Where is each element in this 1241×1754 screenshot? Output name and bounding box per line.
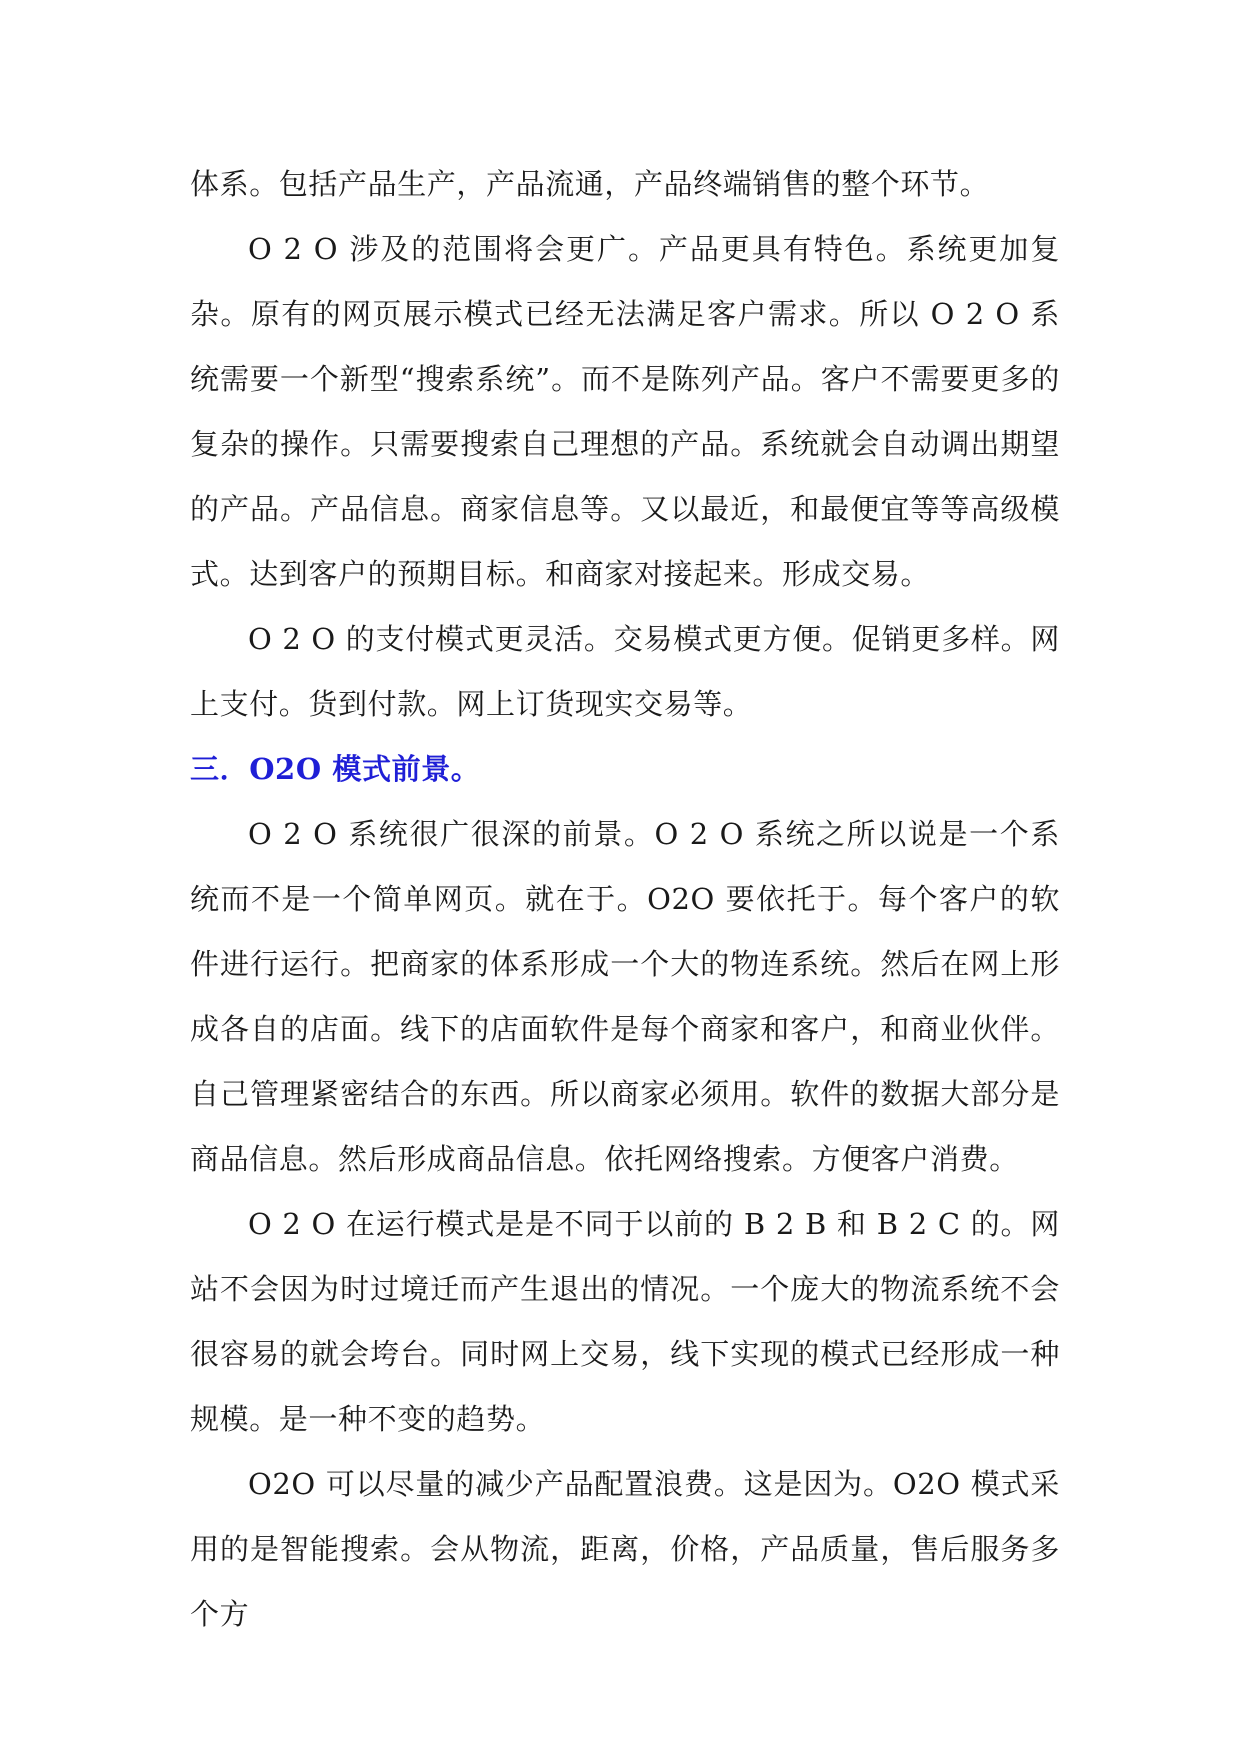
paragraph-o2o-operation-mode: O 2 O 在运行模式是是不同于以前的 B 2 B 和 B 2 C 的。网站不会因为时过境迁而产生退出的情况。一个庞大的物流系统不会很容易的就会垮台。同时网上交易，线下实现的模式已经形成一种规模。是一种不变的趋势。	[190, 1207, 1060, 1436]
section-heading: 三．O2O 模式前景。	[190, 752, 481, 786]
paragraph-continuation: 体系。包括产品生产，产品流通，产品终端销售的整个环节。	[190, 167, 990, 201]
paragraph-o2o-prospect: O 2 O 系统很广很深的前景。O 2 O 系统之所以说是一个系统而不是一个简单网页。就在于。O2O 要依托于。每个客户的软件进行运行。把商家的体系形成一个大的物连系统。然后在网上形成各自的店面。线下的店面软件是每个商家和客户，和商业伙伴。自己管理紧密结合的东西。所以商家必须用。软件的数据大部分是商品信息。然后形成商品信息。依托网络搜索。方便客户消费。	[190, 817, 1060, 1176]
document-body	[190, 152, 1060, 1647]
paragraph-o2o-payment: O 2 O 的支付模式更灵活。交易模式更方便。促销更多样。网上支付。货到付款。网上订货现实交易等。	[190, 622, 1060, 721]
paragraph-o2o-reduce-waste: O2O 可以尽量的减少产品配置浪费。这是因为。O2O 模式采用的是智能搜索。会从物流，距离，价格，产品质量，售后服务多个方	[190, 1467, 1060, 1631]
paragraph-o2o-scope: O 2 O 涉及的范围将会更广。产品更具有特色。系统更加复杂。原有的网页展示模式已经无法满足客户需求。所以 O 2 O 系统需要一个新型“搜索系统”。而不是陈列产品。客户不需要更多的复杂的操作。只需要搜索自己理想的产品。系统就会自动调出期望的产品。产品信息。商家信息等。又以最近，和最便宜等等高级模式。达到客户的预期目标。和商家对接起来。形成交易。	[190, 232, 1060, 591]
